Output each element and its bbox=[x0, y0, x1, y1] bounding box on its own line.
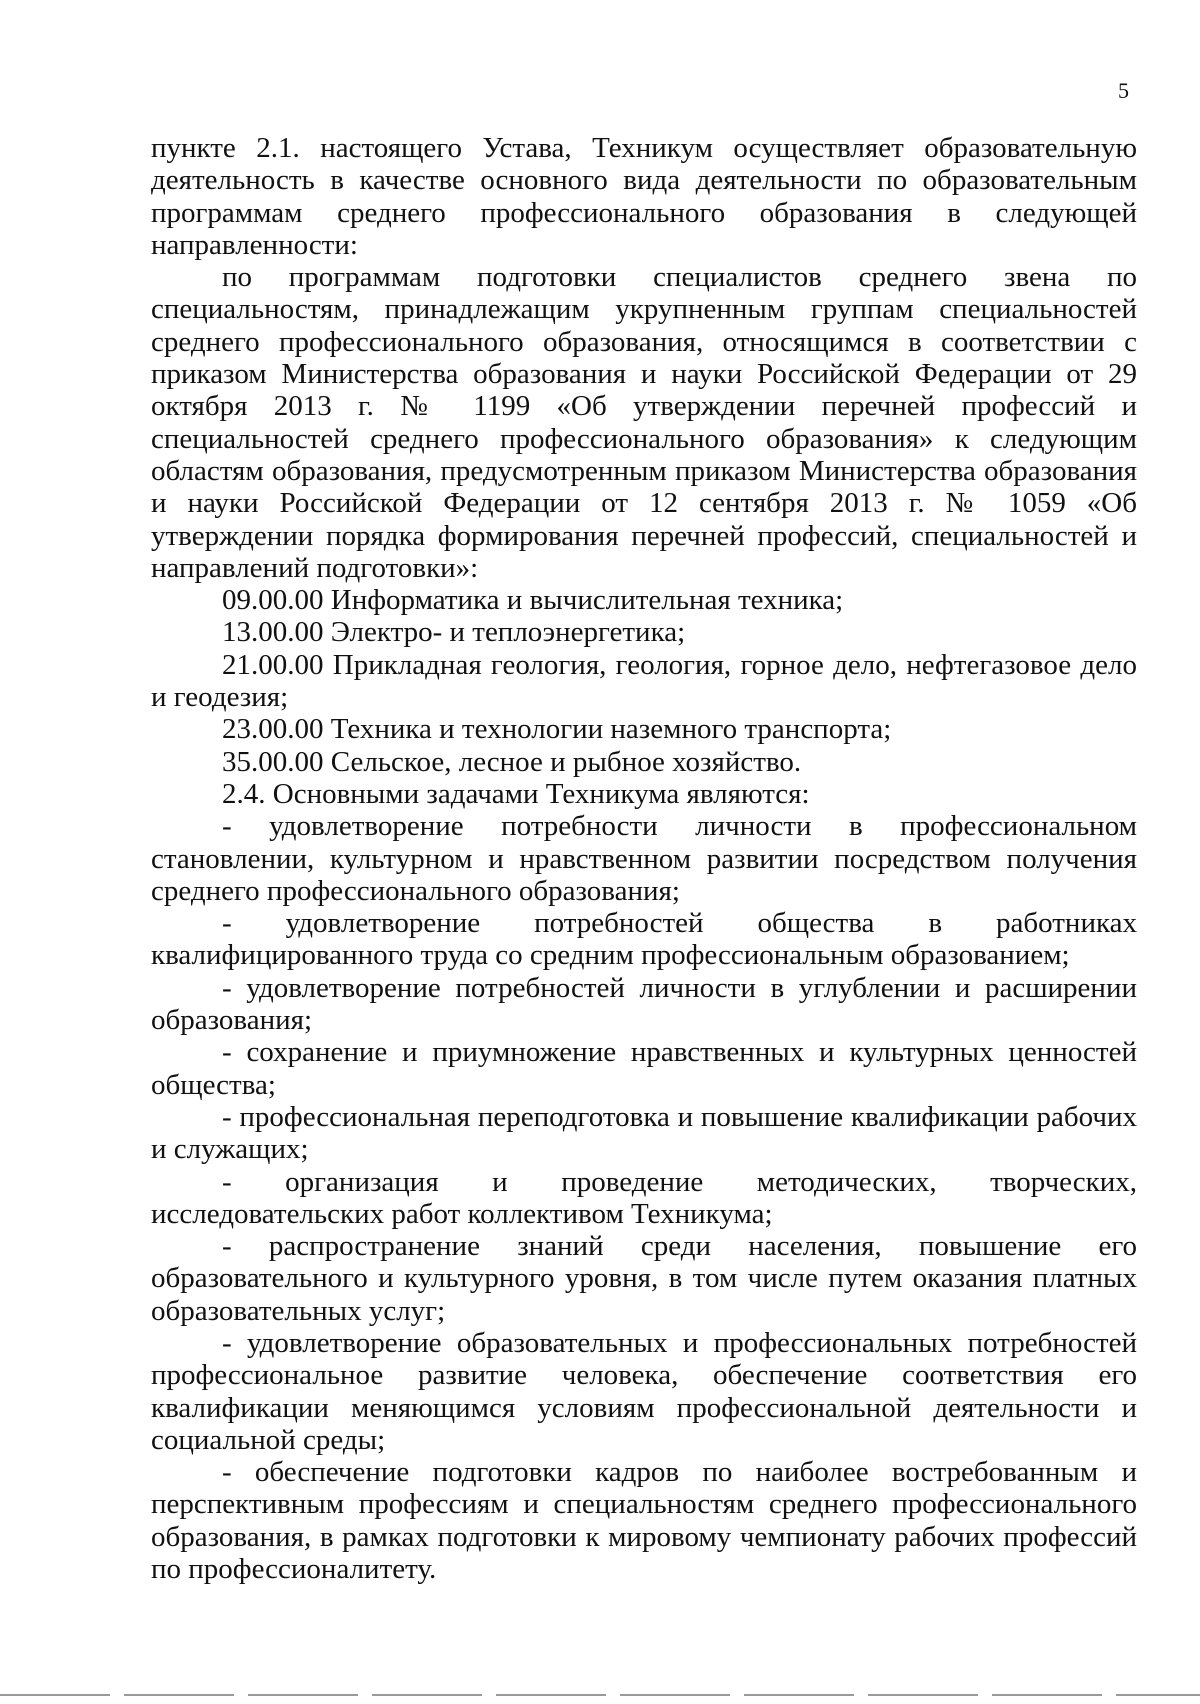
list-item: - организация и проведение методических, творческих, исследовательских работ коллективом Техникума; bbox=[151, 1165, 1137, 1230]
list-item: - удовлетворение потребностей личности в углублении и расширении образования; bbox=[151, 971, 1137, 1037]
list-item: 09.00.00 Информатика и вычислительная техника; bbox=[222, 584, 844, 617]
section-heading: 2.4. Основными задачами Техникума являются: bbox=[222, 777, 810, 810]
list-item: 23.00.00 Техника и технологии наземного транспорта; bbox=[222, 713, 892, 746]
paragraph: по программам подготовки специалистов среднего звена по специальностям, принадлежащим укрупненным группам специальностей среднего профессионального образования, относящимся в соответствии с приказом Министерства образования и науки Российской Федерации от 29 октября 2013 г. № 1199 «Об утверждении перечней профессий и специальностей среднего профессионального образования» к следующим областям образования, предусмотренным приказом Министерства образования и науки Российской Федерации от 12 сентября 2013 г. № 1059 «Об утверждении порядка формирования перечней профессий, специальностей и направлений подготовки»: bbox=[151, 261, 1137, 584]
document-body bbox=[151, 132, 1137, 1585]
list-item: - профессиональная переподготовка и повышение квалификации рабочих и служащих; bbox=[151, 1100, 1137, 1166]
list-item: - распространение знаний среди населения, повышение его образовательного и культурного уровня, в том числе путем оказания платных образовательных услуг; bbox=[151, 1230, 1137, 1327]
list-item: - сохранение и приумножение нравственных и культурных ценностей общества; bbox=[151, 1036, 1137, 1101]
list-item: - удовлетворение потребностей общества в работниках квалифицированного труда со средним профессиональным образованием; bbox=[151, 907, 1137, 972]
list-item: 35.00.00 Сельское, лесное и рыбное хозяйство. bbox=[222, 745, 802, 778]
list-item: - удовлетворение потребности личности в профессиональном становлении, культурном и нравственном развитии посредством получения среднего профессионального образования; bbox=[151, 810, 1137, 907]
list-item: - обеспечение подготовки кадров по наиболее востребованным и перспективным профессиям и специальностям среднего профессионального образования, в рамках подготовки к мировому чемпионату рабочих профессий по профессионалитету. bbox=[151, 1456, 1137, 1586]
list-item: 13.00.00 Электро- и теплоэнергетика; bbox=[222, 616, 686, 649]
paragraph: пункте 2.1. настоящего Устава, Техникум осуществляет образовательную деятельность в качестве основного вида деятельности по образовательным программам среднего профессионального образования в следующей направленности: bbox=[151, 132, 1137, 261]
page-number: 5 bbox=[1118, 78, 1129, 103]
list-item: 21.00.00 Прикладная геология, геология, горное дело, нефтегазовое дело и геодезия; bbox=[151, 648, 1137, 714]
list-item: - удовлетворение образовательных и профессиональных потребностей профессиональное развитие человека, обеспечение соответствия его квалификации меняющимся условиям профессиональной деятельности и социальной среды; bbox=[151, 1326, 1137, 1456]
page-bottom-rule bbox=[0, 1694, 1200, 1696]
